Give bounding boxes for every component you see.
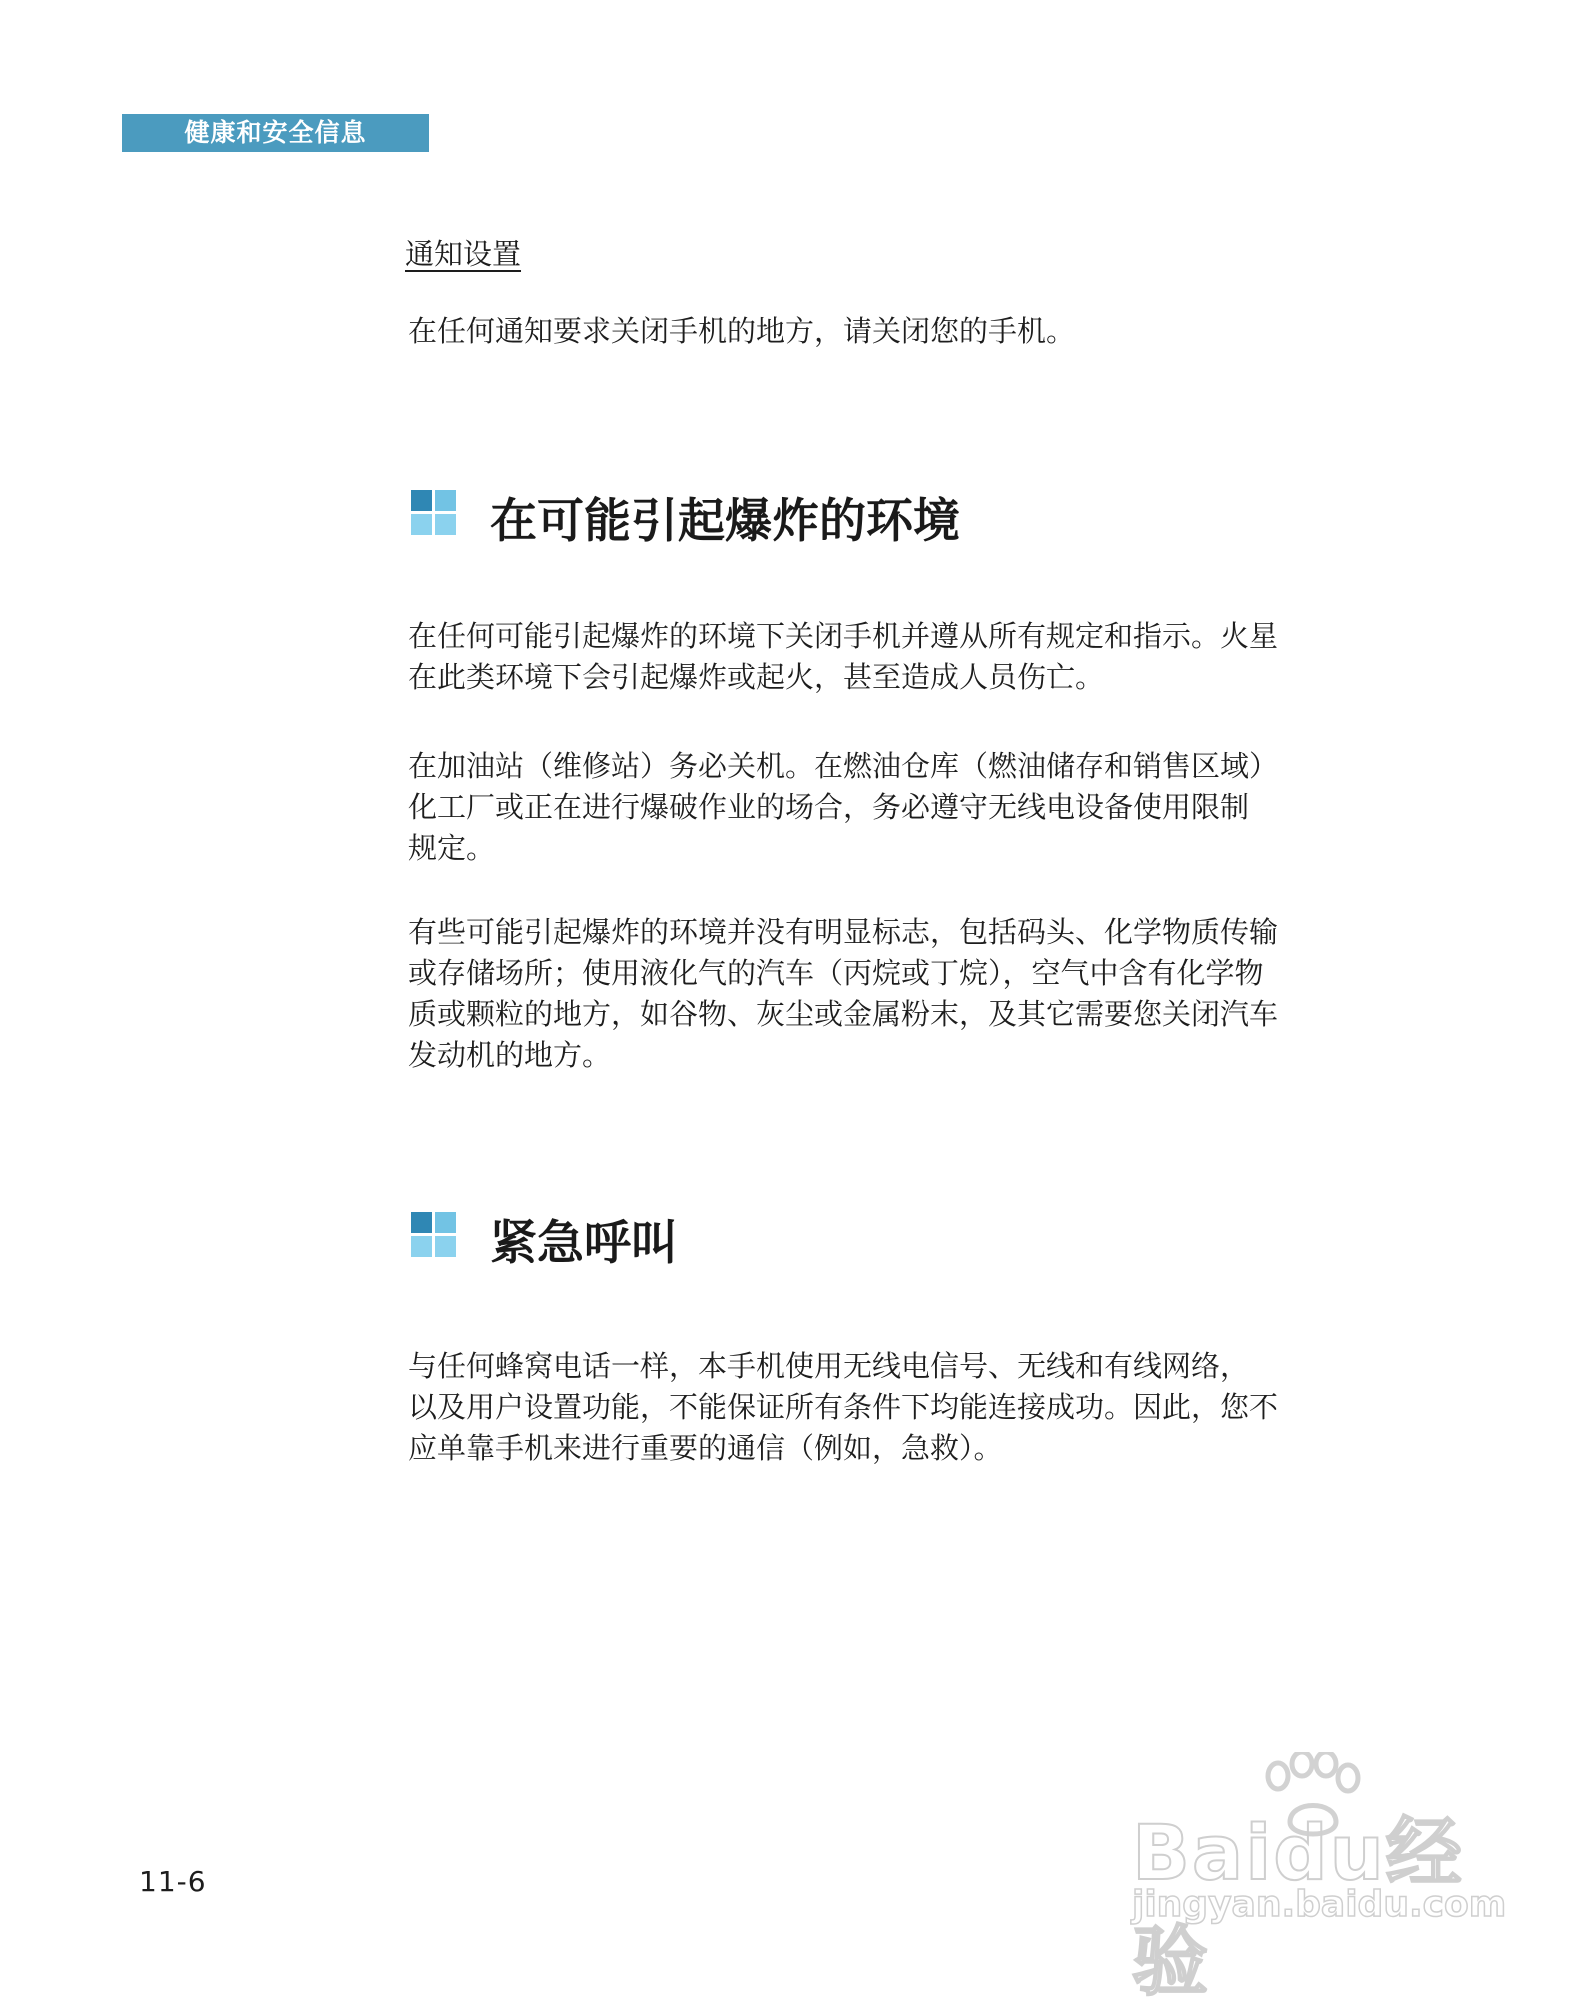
section-grid-icon bbox=[411, 490, 456, 535]
explosive-heading-text: 在可能引起爆炸的环境 bbox=[490, 494, 960, 549]
explosive-paragraph-3: 有些可能引起爆炸的环境并没有明显标志，包括码头、化学物质传输 或存储场所；使用液化气的汽车（丙烷或丁烷），空气中含有化学物 质或颗粒的地方，如谷物、灰尘或金属粉末，及其它需要您关闭汽车 发动机的地方。 bbox=[408, 915, 1279, 1072]
explosive-paragraph-1: 在任何可能引起爆炸的环境下关闭手机并遵从所有规定和指示。火星 在此类环境下会引起爆炸或起火，甚至造成人员伤亡。 bbox=[408, 619, 1279, 694]
watermark-url-text: jingyan.baidu.com bbox=[1132, 1884, 1507, 1925]
header-tab: 健康和安全信息 bbox=[122, 114, 429, 152]
section-grid-icon bbox=[411, 1212, 456, 1257]
explosive-paragraph-2: 在加油站（维修站）务必关机。在燃油仓库（燃油储存和销售区域） 化工厂或正在进行爆破作业的场合，务必遵守无线电设备使用限制 规定。 bbox=[408, 749, 1279, 865]
page-number: 11-6 bbox=[139, 1865, 207, 1898]
emergency-heading bbox=[411, 1212, 678, 1276]
emergency-heading-text: 紧急呼叫 bbox=[490, 1216, 678, 1271]
watermark-logo-text: Baidu经验 bbox=[1132, 1808, 1464, 2006]
notice-paragraph: 在任何通知要求关闭手机的地方，请关闭您的手机。 bbox=[408, 314, 1076, 348]
baidu-watermark bbox=[1122, 1752, 1507, 2006]
notice-subtitle: 通知设置 bbox=[405, 237, 522, 271]
emergency-paragraph: 与任何蜂窝电话一样，本手机使用无线电信号、无线和有线网络， 以及用户设置功能，不能保证所有条件下均能连接成功。因此，您不 应单靠手机来进行重要的通信（例如，急救）。 bbox=[408, 1349, 1279, 1465]
explosive-heading bbox=[411, 490, 960, 554]
